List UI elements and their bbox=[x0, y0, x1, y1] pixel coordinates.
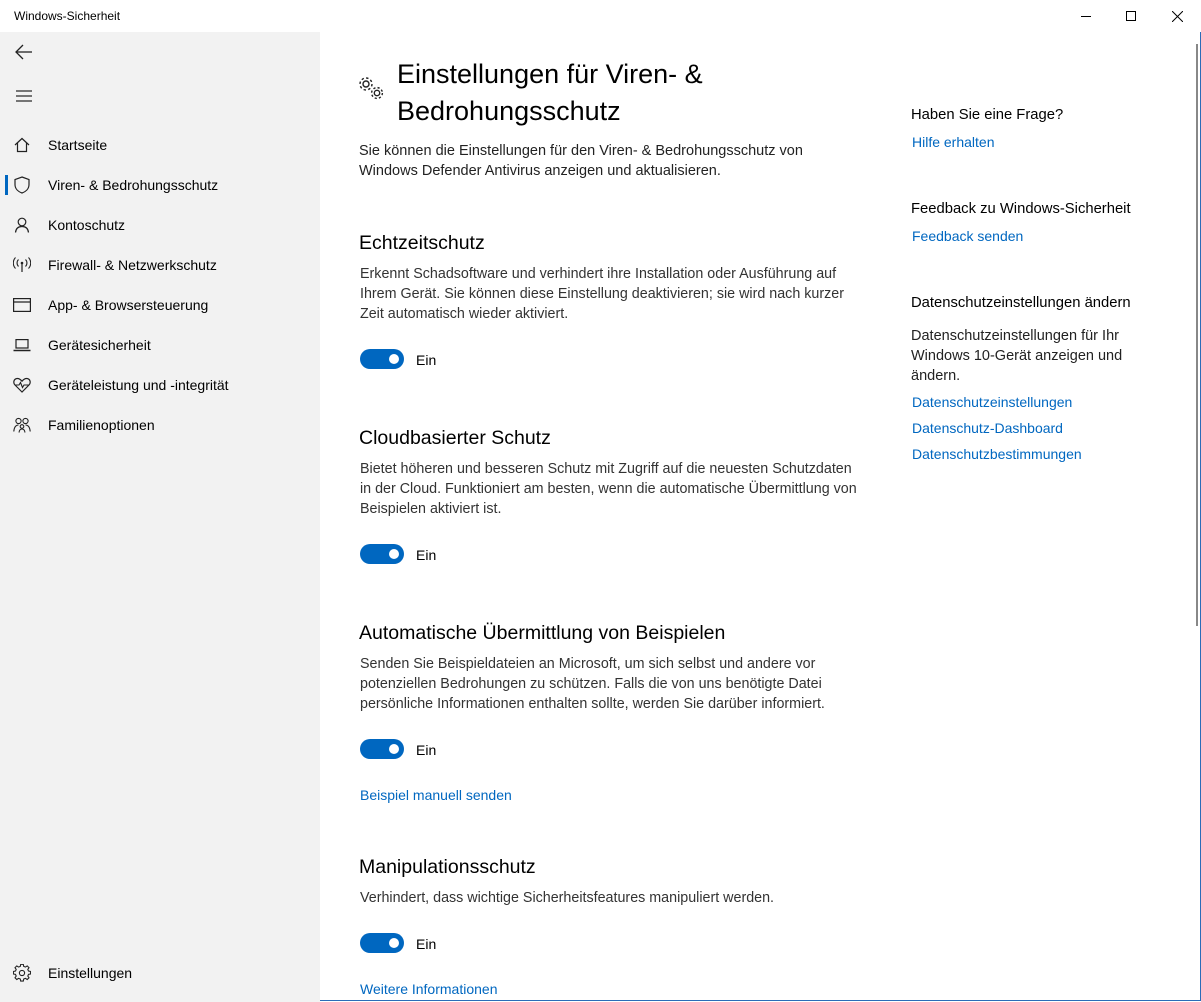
vertical-scrollbar[interactable] bbox=[1196, 44, 1198, 626]
sidebar-item-label: Kontoschutz bbox=[48, 217, 126, 233]
feedback-heading: Feedback zu Windows-Sicherheit bbox=[911, 201, 1131, 217]
toggle-state-label: Ein bbox=[416, 547, 437, 563]
sidebar-item-label: Viren- & Bedrohungsschutz bbox=[48, 177, 219, 193]
sidebar-item-label: Familienoptionen bbox=[48, 417, 155, 433]
page-title: Einstellungen für Viren- & Bedrohungsschutz bbox=[397, 59, 703, 126]
home-icon bbox=[12, 135, 32, 155]
intro-text: Sie können die Einstellungen für den Viren- & Bedrohungsschutz von Windows Defender Antivirus anzeigen und aktualisieren. bbox=[359, 143, 803, 179]
maximize-icon bbox=[1126, 11, 1136, 21]
back-button[interactable] bbox=[0, 32, 48, 72]
section-title-sample-submission: Automatische Übermittlung von Beispielen bbox=[359, 622, 726, 644]
sidebar-item-label: Einstellungen bbox=[48, 965, 133, 981]
sidebar-item-settings[interactable] bbox=[0, 953, 320, 993]
minimize-icon bbox=[1081, 11, 1091, 21]
send-feedback-link[interactable]: Feedback senden bbox=[912, 228, 1024, 244]
toggle-state-label: Ein bbox=[416, 742, 437, 758]
maximize-button[interactable] bbox=[1108, 0, 1154, 32]
hamburger-icon bbox=[16, 90, 32, 102]
sidebar-item-app-browser[interactable] bbox=[0, 285, 320, 325]
realtime-protection-toggle[interactable] bbox=[360, 349, 404, 369]
privacy-dashboard-link[interactable]: Datenschutz-Dashboard bbox=[912, 420, 1063, 436]
minimize-button[interactable] bbox=[1063, 0, 1109, 32]
sidebar-item-virus-protection[interactable] bbox=[0, 165, 320, 205]
app-window-icon bbox=[12, 295, 32, 315]
wifi-antenna-icon bbox=[12, 255, 32, 275]
toggle-knob bbox=[389, 354, 399, 364]
sidebar-item-family-options[interactable] bbox=[0, 405, 320, 445]
section-desc-realtime: Erkennt Schadsoftware und verhindert ihre Installation oder Ausführung auf Ihrem Gerät. Sie können diese Einstellung deaktivieren; sie wird nach kurzer Zeit automatisch wieder aktiviert. bbox=[360, 266, 844, 322]
privacy-text: Datenschutzeinstellungen für Ihr Windows 10-Gerät anzeigen und ändern. bbox=[911, 328, 1123, 384]
sidebar-item-label: App- & Browsersteuerung bbox=[48, 297, 209, 313]
submit-sample-link[interactable]: Beispiel manuell senden bbox=[360, 787, 512, 803]
privacy-heading: Datenschutzeinstellungen ändern bbox=[911, 295, 1131, 311]
main-content bbox=[320, 32, 1190, 1002]
sidebar-item-firewall[interactable] bbox=[0, 245, 320, 285]
more-info-link[interactable]: Weitere Informationen bbox=[360, 981, 498, 997]
section-title-tamper-protection: Manipulationsschutz bbox=[359, 856, 536, 878]
cloud-protection-toggle[interactable] bbox=[360, 544, 404, 564]
sidebar bbox=[0, 32, 320, 1002]
section-desc-sample-submission: Senden Sie Beispieldateien an Microsoft, um sich selbst und andere vor potenziellen Bedrohungen zu schützen. Falls die von uns benötigte Datei persönliche Informationen enthalten sollte, werden Sie darüber informiert. bbox=[360, 656, 825, 712]
toggle-knob bbox=[389, 549, 399, 559]
toggle-knob bbox=[389, 938, 399, 948]
sidebar-item-device-security[interactable] bbox=[0, 325, 320, 365]
sidebar-item-device-performance[interactable] bbox=[0, 365, 320, 405]
question-heading: Haben Sie eine Frage? bbox=[911, 107, 1064, 123]
toggle-state-label: Ein bbox=[416, 936, 437, 952]
title-bar bbox=[0, 0, 1201, 32]
heart-pulse-icon bbox=[12, 375, 32, 395]
section-desc-cloud: Bietet höheren und besseren Schutz mit Zugriff auf die neuesten Schutzdaten in der Cloud. Funktioniert am besten, wenn die automatische Übermittlung von Beispielen aktiviert ist. bbox=[360, 461, 857, 517]
menu-button[interactable] bbox=[0, 76, 48, 116]
gear-icon bbox=[12, 963, 32, 983]
sample-submission-toggle[interactable] bbox=[360, 739, 404, 759]
sidebar-item-label: Startseite bbox=[48, 137, 108, 153]
sidebar-item-label: Gerätesicherheit bbox=[48, 337, 151, 353]
tamper-protection-toggle[interactable] bbox=[360, 933, 404, 953]
section-title-cloud: Cloudbasierter Schutz bbox=[359, 427, 551, 449]
sidebar-item-startseite[interactable] bbox=[0, 125, 320, 165]
toggle-state-label: Ein bbox=[416, 352, 437, 368]
section-desc-tamper-protection: Verhindert, dass wichtige Sicherheitsfeatures manipuliert werden. bbox=[360, 890, 775, 906]
close-button[interactable] bbox=[1154, 0, 1200, 32]
gears-icon bbox=[358, 76, 386, 107]
laptop-icon bbox=[12, 335, 32, 355]
section-title-realtime: Echtzeitschutz bbox=[359, 232, 485, 254]
window-title: Windows-Sicherheit bbox=[14, 9, 121, 23]
family-icon bbox=[12, 415, 32, 435]
sidebar-item-account-protection[interactable] bbox=[0, 205, 320, 245]
get-help-link[interactable]: Hilfe erhalten bbox=[912, 134, 995, 150]
close-icon bbox=[1172, 11, 1183, 22]
sidebar-item-label: Firewall- & Netzwerkschutz bbox=[48, 257, 217, 273]
toggle-knob bbox=[389, 744, 399, 754]
privacy-statement-link[interactable]: Datenschutzbestimmungen bbox=[912, 446, 1082, 462]
privacy-settings-link[interactable]: Datenschutzeinstellungen bbox=[912, 394, 1073, 410]
person-icon bbox=[12, 215, 32, 235]
shield-icon bbox=[12, 175, 32, 195]
back-arrow-icon bbox=[15, 44, 33, 60]
active-indicator bbox=[5, 175, 8, 195]
sidebar-item-label: Geräteleistung und -integrität bbox=[48, 377, 229, 393]
